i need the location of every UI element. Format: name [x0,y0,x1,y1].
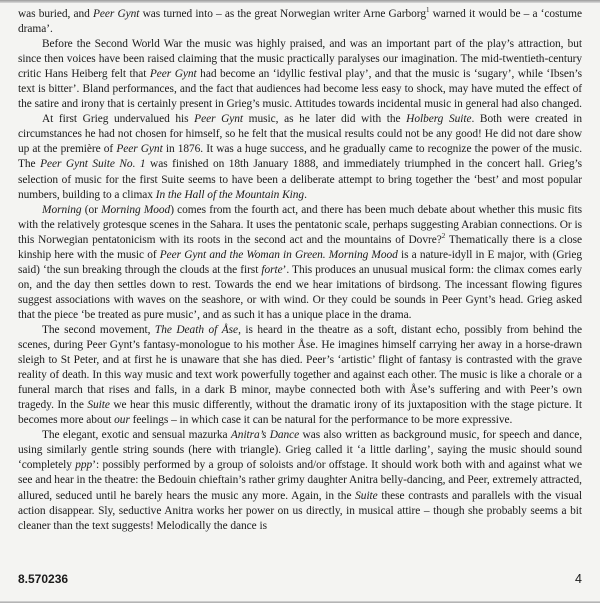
paragraph [18,112,582,202]
italic-text: our [114,414,130,427]
italic-text: Suite [355,489,378,502]
text-run: . [304,188,307,201]
italic-text: Morning [42,203,82,216]
text-run: we hear this music differently, without the dramatic irony of its juxtaposition with the stage picture. It becomes more about [18,399,582,427]
page-footer [18,572,582,588]
text-run: was finished on 18th January 1888, and immediately triumphed in the concert hall. Grieg’s selection of music for the first Suite seems to have been a deliberate attempt to bring together the ‘best’ and most popular numbers, building to a climax [18,158,582,201]
text-run: Before the Second World War the music was highly praised, and was an important part of the play’s attraction, but since then voices have been raised claiming that the music practically paralyses our imagination. The mid-twentieth-century critic Hans Heiberg felt that [18,38,582,81]
text-run: , is heard in the theatre as a soft, distant echo, possibly from behind the scenes, during Peer Gynt’s fantasy-monologue to his mother Åse. He imagines himself carrying her away in a horse-drawn sleigh to St Peter, and at first he is unaware that she has died. Peer’s ‘artistic’ flight of fantasy is contrasted with the grave reality of death. In this way music and text work powerfully together and against each other. The music is like a chorale or a funeral march that rises and falls, in a dark B minor, maybe connected both with Åse’s suffering and with Peer’s own tragedy. In the [18,323,582,412]
text-run: these contrasts and parallels with the visual action disappear. Sly, seductive Anitra works her power on us directly, in musical attire – though she probably seems a bit cleaner than the text suggests! Melodically the dance is [18,489,582,532]
text-run: in 1876. It was a huge success, and he gradually came to recognize the power of the music. The [18,143,582,171]
text-run: was buried, and [18,8,93,20]
page-top-edge [0,0,600,3]
paragraph [18,428,582,533]
catalog-number: 8.570236 [18,572,69,586]
text-run: ’: possibly performed by a group of soloists and/or offstage. It should work both with and against what we see and hear in the theatre: the Bedouin chieftain’s rather grimy daughter Anitra belly-dancing, and Peer, extremely attracted, allured, seduced until he barely hears the music any more. Again, in the [18,459,582,502]
text-run: is a nature-idyll in E major, with (Grieg said) ‘the sun breaking through the clouds at the first [18,248,583,276]
italic-text: Peer Gynt Suite No. 1 [40,158,146,171]
text-run: ’. This produces an unusual musical form: the climax comes early on, and the day then settles down to rest. Towards the end we hear imitations of birdsong. The incessant flowing figures suggest associations with waves on the seashore, or with wind. Or they could be sounds in Peer Gynt’s head. Grieg asked that the piece ‘be treated as pure music’, and as such it has a unique place in the drama. [18,263,583,321]
text-run: (or [81,203,102,216]
paragraph [18,203,582,323]
italic-text: Peer Gynt [93,8,140,20]
text-run: The elegant, exotic and sensual mazurka [42,429,231,442]
text-run: Thematically there is a close kinship here with the music of [18,233,582,261]
text-run: At first Grieg undervalued his [42,113,195,126]
footnote-marker: 2 [441,231,446,240]
text-run: music, as he later did with the [243,113,407,126]
italic-text: Holberg Suite [406,113,472,126]
text-run: . Both were created in circumstances he had not chosen for himself, so he felt that the musical results could not be any good! He did not dare show up at the première of [18,113,583,156]
page-number: 4 [575,572,582,586]
paragraph [18,323,582,428]
text-run: was also written as background music, for speech and dance, using similarly gentle string sounds (here with triangle). Grieg called it ‘a little darling’, saying the music should sound ‘completely [18,429,582,472]
footnote-marker: 1 [425,6,430,15]
italic-text: Peer Gynt [149,68,197,81]
italic-text: Peer Gynt [194,113,244,126]
italic-text: ppp [75,459,93,472]
text-run: had become an ‘idyllic festival play’, and that the music is ‘sugary’, while ‘Ibsen’s text is bitter’. Bland performances, and the fact that audiences had become less easy to shock, may have muted the effect of the satire and irony that is certainly present in Grieg’s music. Attitudes towards incidental music in general had also changed. [18,68,582,111]
paragraph [18,7,582,37]
italic-text: Peer Gynt [116,143,163,156]
italic-text: Peer Gynt and the Woman in Green. Morning Mood [159,248,398,261]
text-run: feelings – in which case it can be natural for the performance to be more expressive. [129,414,513,427]
italic-text: In the Hall of the Mountain King [155,188,305,201]
paragraph [18,37,582,112]
text-run: warned it would be – a ‘costume drama’. [18,8,582,36]
text-run: was turned into – as the great Norwegian writer Arne Garborg [139,8,426,20]
text-run: ) comes from the fourth act, and there has been much debate about whether this music fits with the relatively grotesque scenes in the Sahara. It uses the pentatonic scale, perhaps suggesting Arabian connections. Or is this Norwegian pentatonicism with its roots in the second act and the mountains of Dovre? [18,203,582,246]
italic-text: Suite [87,399,110,412]
italic-text: Morning Mood [101,203,171,216]
italic-text: forte [261,263,283,276]
body-text [18,7,582,534]
italic-text: Anitra’s Dance [230,429,300,442]
italic-text: The Death of Åse [154,323,239,336]
text-run: The second movement, [42,323,155,336]
